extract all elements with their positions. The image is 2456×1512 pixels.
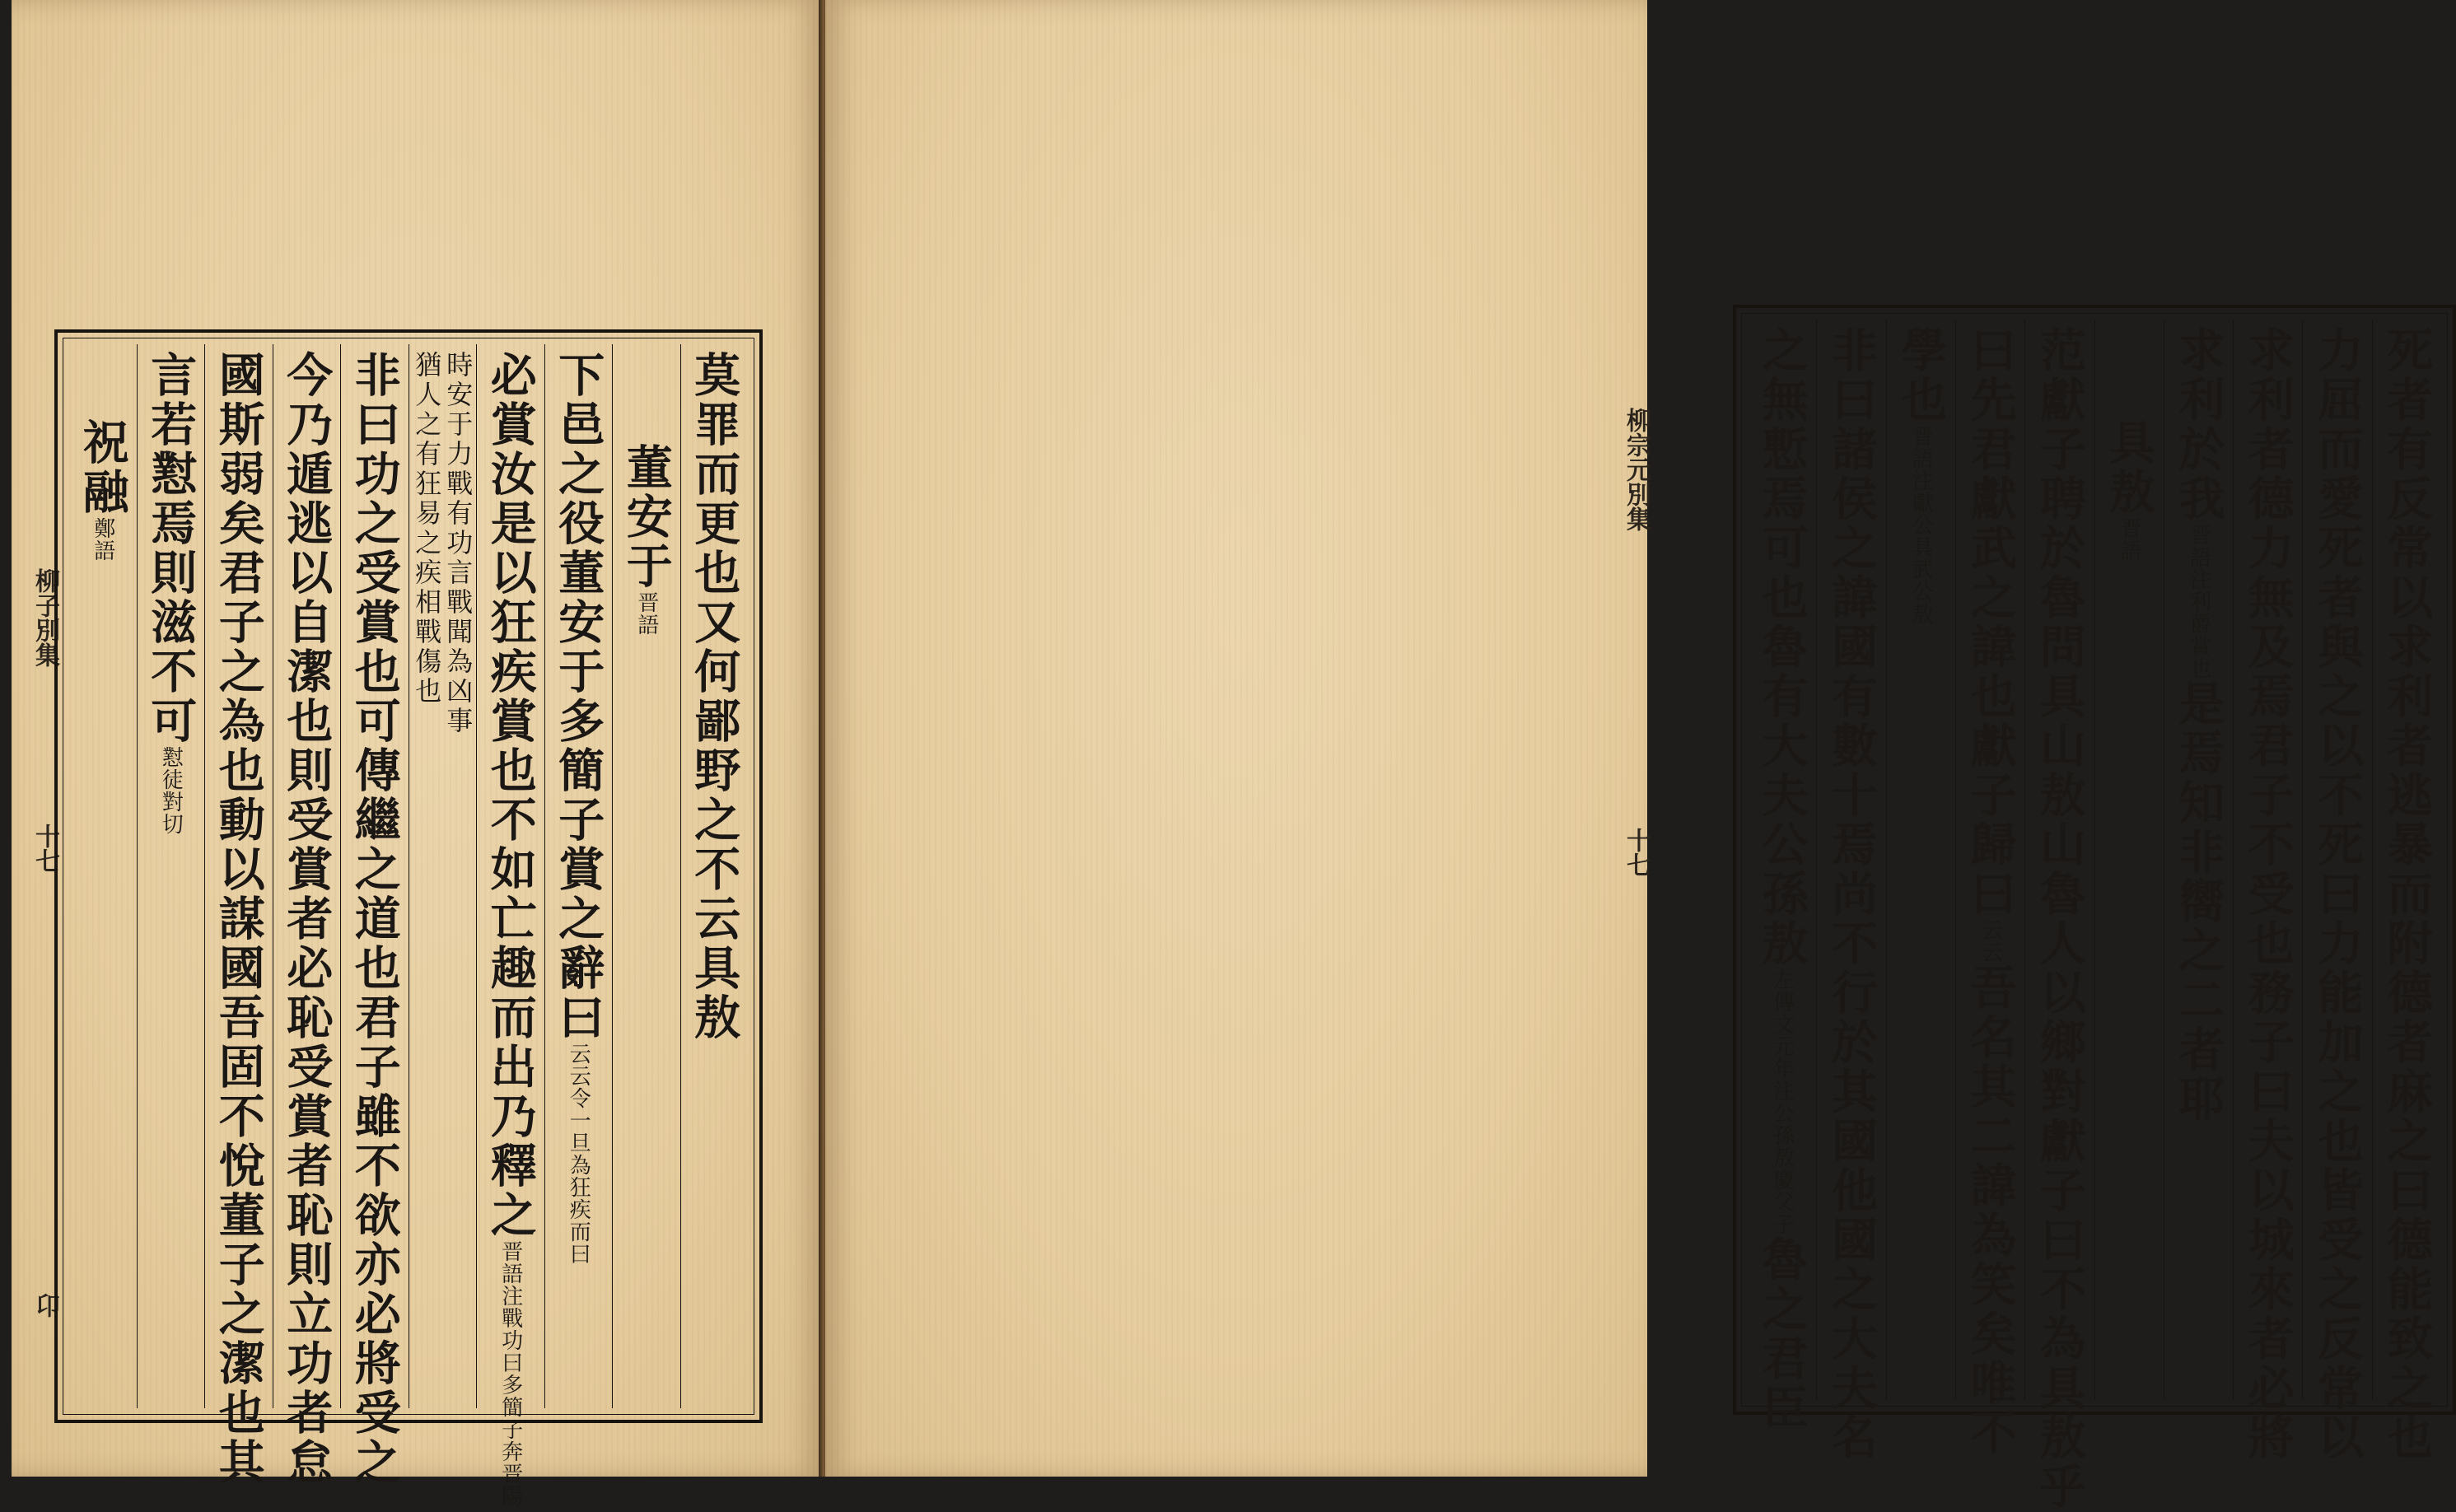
text-column: 國斯弱矣君子之為也動以謀國吾固不悅董子之潔也其 bbox=[204, 344, 273, 1408]
right-folio: 十七 bbox=[1622, 828, 1651, 877]
text-column: 求利於我晋語注利爵賞也是焉知非嚮之二者耶 bbox=[2164, 320, 2233, 1400]
text-column: 學也晋語注獻公具武公敖 bbox=[1886, 320, 1955, 1400]
text-column: 下邑之役董安于多簡子賞之辭曰云云令一旦為狂疾而曰 bbox=[544, 344, 613, 1408]
annotation-left: 猶人之有狂易之疾相戰傷也 bbox=[411, 351, 443, 707]
text-column: 今乃遁逃以自潔也則受賞者必恥受賞者恥則立功者怠 bbox=[273, 344, 341, 1408]
annotation-column bbox=[409, 344, 477, 1408]
text-column: 求利者德力無及焉君子不受也務子曰夫以城來者必將 bbox=[2233, 320, 2302, 1400]
left-folio: 十七 bbox=[30, 824, 59, 873]
text-column: 莫罪而更也又何鄙野之不云具敖 bbox=[680, 344, 749, 1408]
text-column: 董安于晋語 bbox=[612, 344, 680, 1408]
left-running-head: 柳子別集 bbox=[30, 568, 59, 667]
text-column: 具敖晋語 bbox=[2094, 320, 2164, 1400]
left-edge-mark: 卬 bbox=[30, 1293, 59, 1318]
left-text-frame bbox=[54, 329, 763, 1507]
right-page bbox=[825, 0, 2435, 1512]
text-column: 之無慙焉可也魯有大夫公孫敖左傳文元年注公孫敖慶父子魯之君臣 bbox=[1754, 326, 1809, 1433]
text-column: 非曰功之受賞也可傳繼之道也君子雖不欲亦必將受之 bbox=[340, 344, 409, 1408]
right-running-head: 柳宗元別集 bbox=[1622, 408, 1651, 531]
annotation-right: 時安于力戰有功言戰聞為凶事 bbox=[442, 351, 474, 736]
text-column: 言若懟焉則滋不可懟徒對切 bbox=[137, 344, 205, 1408]
right-text-frame bbox=[1733, 305, 2456, 1512]
text-column: 力屈而愛死者與之以不死曰力能加之也皆受之反常以 bbox=[2302, 320, 2371, 1400]
text-column: 祝融鄭語 bbox=[75, 418, 130, 562]
text-column: 范獻子聘於魯問具山敖山魯人以鄉對獻子曰不為具敖乎 bbox=[2024, 320, 2094, 1400]
text-column: 非曰諸侯之諱國有數十焉尚不行於其國他國之大夫名 bbox=[1816, 320, 1885, 1400]
text-column: 死者有反常以求利者逃暴而附德者麻之曰德能致之也 bbox=[2372, 320, 2441, 1400]
text-column: 曰先君獻武之諱也獻子歸曰云云吾名其二諱為笑矣唯不 bbox=[1955, 320, 2024, 1400]
text-column: 必賞汝是以狂疾賞也不如亡趣而出乃釋之晋語注戰功曰多簡子奔晋陽 bbox=[476, 344, 544, 1408]
left-page bbox=[12, 0, 822, 1507]
